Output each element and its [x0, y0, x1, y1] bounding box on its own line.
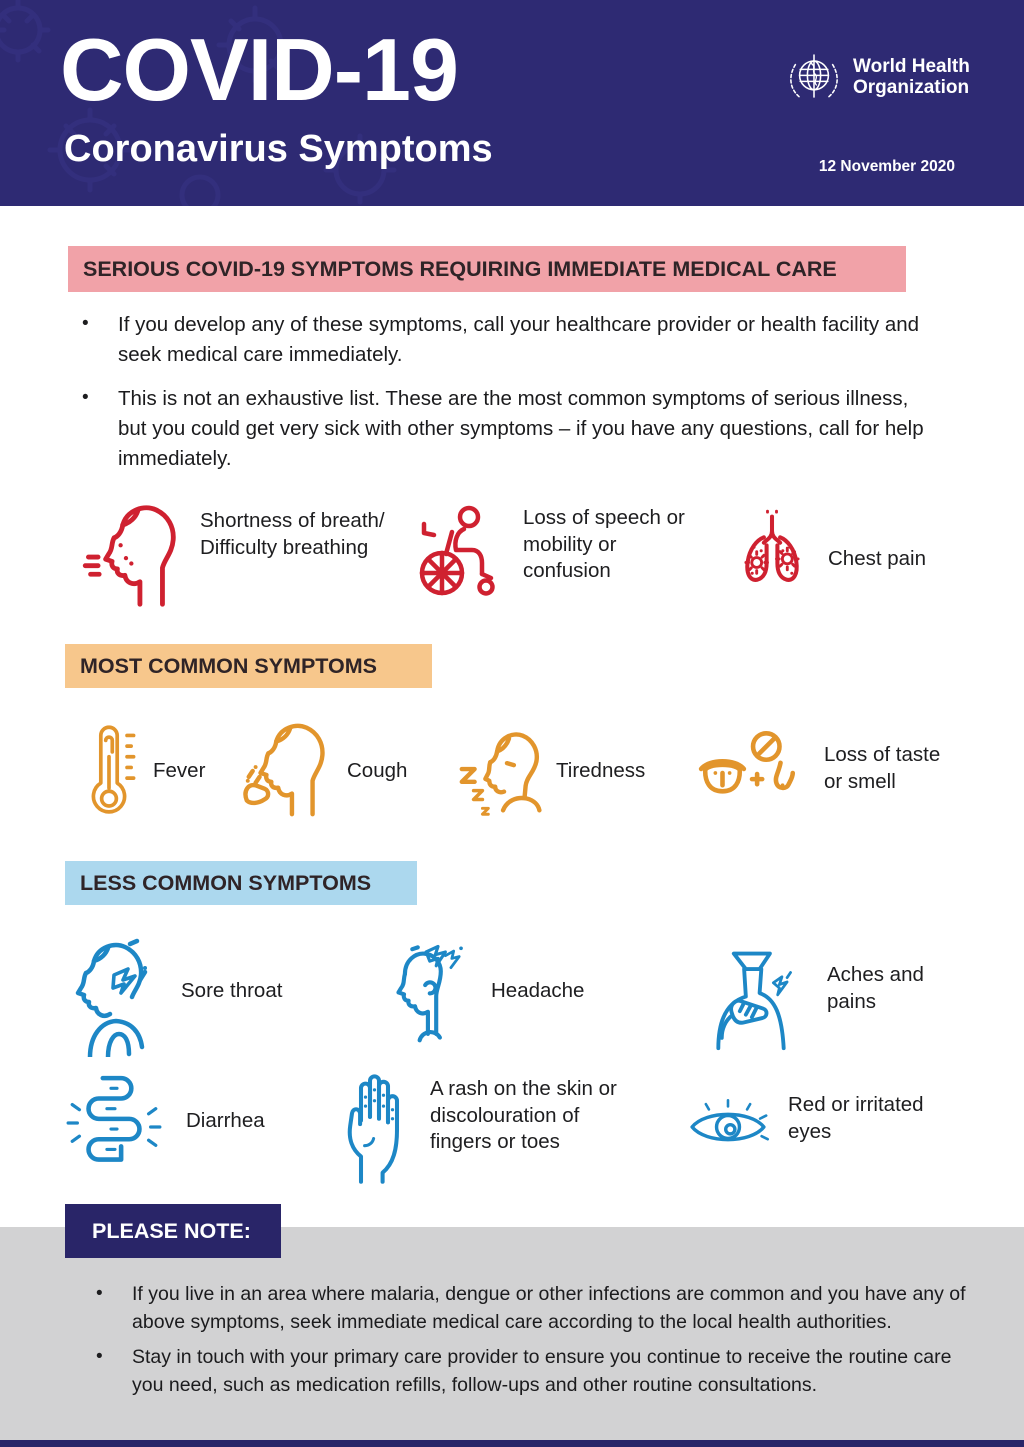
header — [0, 0, 1024, 206]
note-banner: PLEASE NOTE: — [65, 1204, 281, 1258]
bullet-dot: • — [96, 1345, 103, 1367]
who-name: World Health Organization — [853, 56, 970, 99]
tongue-nose-blocked-icon — [695, 722, 807, 824]
symptom-label: Sore throat — [181, 979, 283, 1002]
lungs-virus-icon — [727, 503, 817, 595]
symptom-label: Headache — [491, 979, 585, 1002]
breathing-difficulty-icon — [82, 497, 200, 615]
bullet-item: • If you live in an area where malaria, dengue or other infections are common and you have any of above symptoms, seek immediate medical care according to the local health authorities. — [92, 1280, 984, 1337]
intestine-icon — [58, 1070, 170, 1182]
bullet-item: • Stay in touch with your primary care provider to ensure you continue to receive the routine care you need, such as medication refills, follow-ups and other routine consultations. — [92, 1343, 984, 1400]
symptom-label: Fever — [153, 759, 206, 782]
footer-strip — [0, 1440, 1024, 1447]
tired-person-icon — [452, 716, 560, 828]
bullet-dot: • — [82, 313, 89, 334]
serious-banner: SERIOUS COVID-19 SYMPTOMS REQUIRING IMMEDIATE MEDICAL CARE — [68, 246, 906, 292]
symptom-label: Cough — [347, 759, 408, 782]
bullet-item: • If you develop any of these symptoms, call your healthcare provider or health facility and seek medical care immediately. — [78, 310, 930, 371]
bullet-dot: • — [82, 386, 89, 408]
bullet-dot: • — [96, 1283, 103, 1304]
sore-throat-icon — [60, 933, 170, 1057]
who-emblem-icon — [784, 48, 844, 110]
symptom-label: Aches and pains — [827, 963, 924, 1013]
bullet-item: • This is not an exhaustive list. These are the most common symptoms of serious illness, but you could get very sick with other symptoms – if you have any questions, call for help immediately. — [78, 384, 930, 475]
serious-bullets — [78, 310, 930, 475]
symptom-label: Loss of taste or smell — [824, 743, 941, 793]
less-common-banner: LESS COMMON SYMPTOMS — [65, 861, 417, 905]
symptom-label: Red or irritated eyes — [788, 1093, 924, 1143]
rash-hand-icon — [325, 1064, 415, 1186]
poster-title: COVID-19 — [60, 20, 458, 119]
symptom-label: A rash on the skin or discolouration of fingers or toes — [430, 1077, 617, 1154]
poster-date: 12 November 2020 — [818, 158, 955, 175]
symptom-label: Chest pain — [828, 547, 927, 570]
thermometer-icon — [68, 719, 150, 829]
coughing-person-icon — [235, 714, 343, 826]
most-common-banner: MOST COMMON SYMPTOMS — [65, 644, 432, 688]
symptom-label: Loss of speech or mobility or confusion — [523, 506, 685, 583]
symptom-label: Tiredness — [556, 759, 646, 782]
wheelchair-icon — [406, 502, 506, 602]
symptom-label: Diarrhea — [186, 1109, 265, 1132]
symptom-label: Shortness of breath/ Difficulty breathing — [200, 509, 385, 559]
irritated-eye-icon — [686, 1096, 770, 1158]
note-bullets — [92, 1280, 984, 1399]
poster-subtitle: Coronavirus Symptoms — [64, 128, 493, 170]
aches-pains-icon — [708, 944, 794, 1056]
who-logo — [784, 48, 970, 110]
headache-icon — [381, 938, 473, 1046]
